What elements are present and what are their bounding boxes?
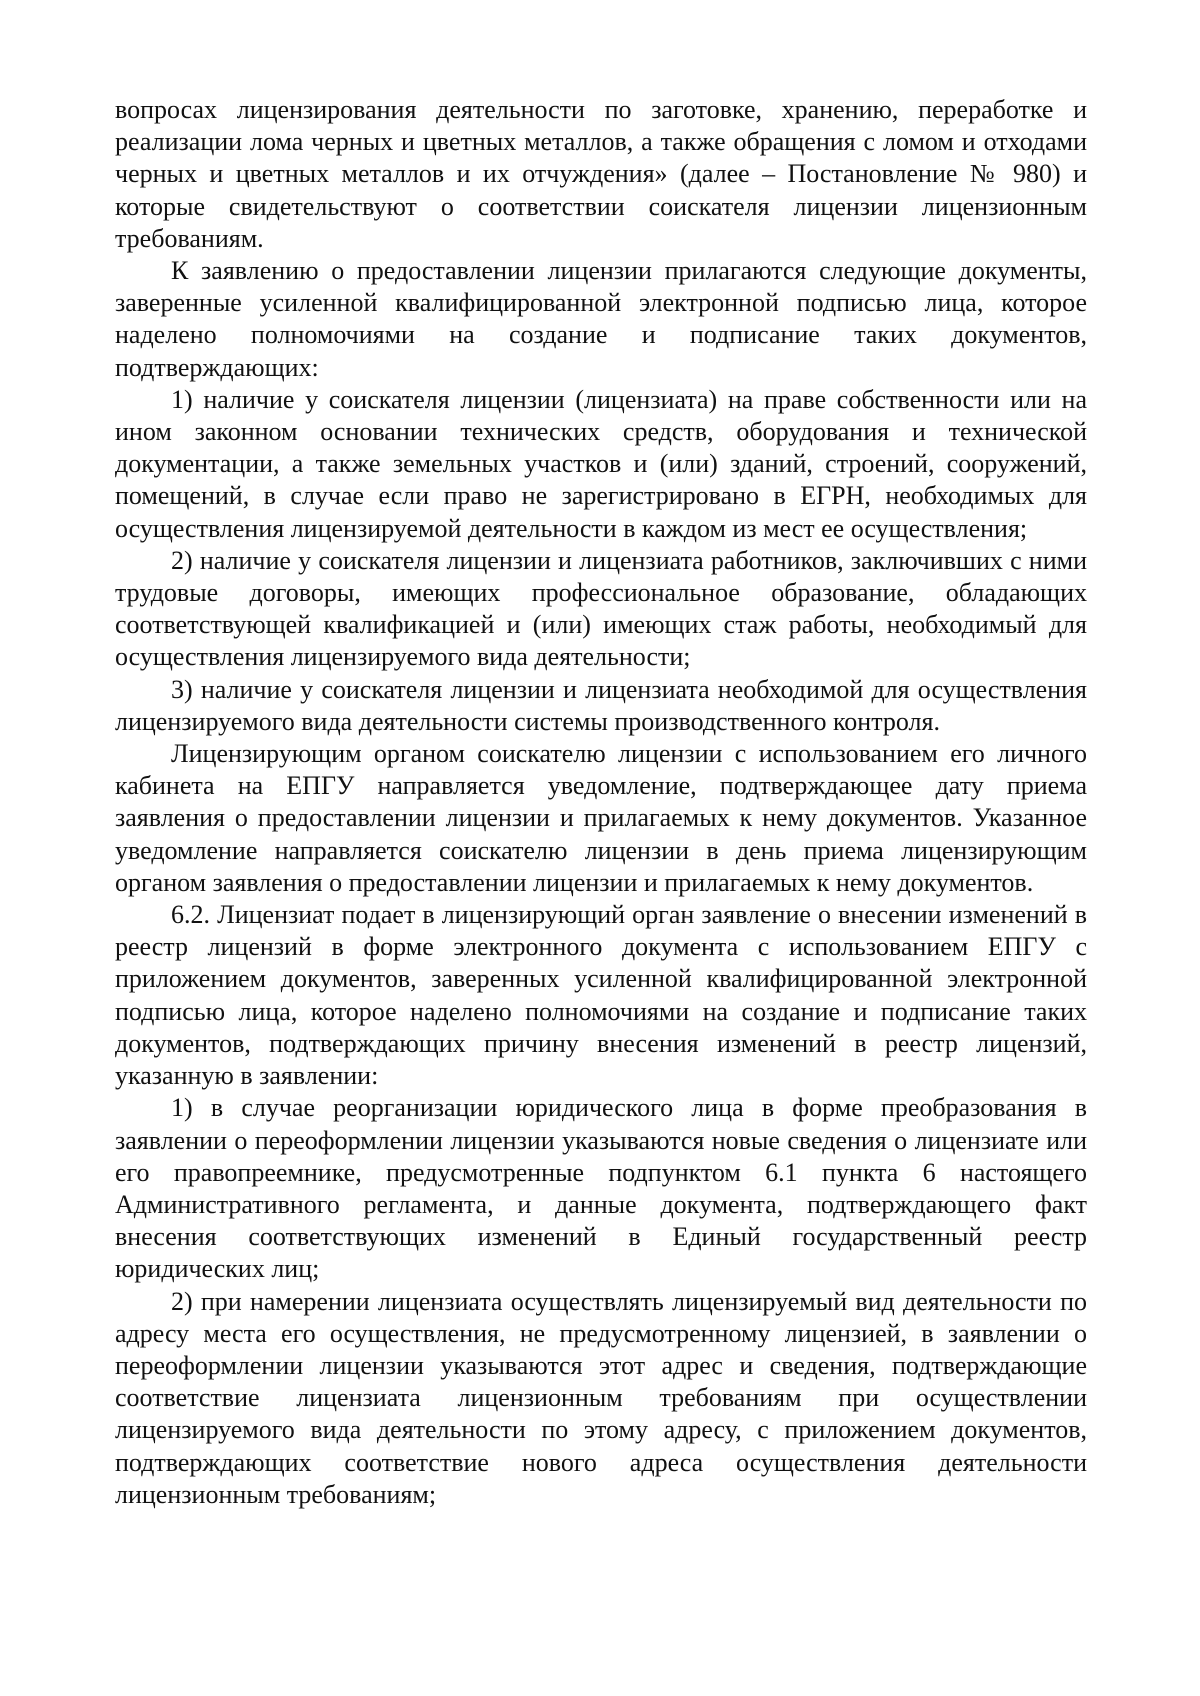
list-item-6-2-1: 1) в случае реорганизации юридического лица в форме преобразования в заявлении о переоформлении лицензии указываются новые сведения о лицензиате или его правопреемнике, предусмотренные подпунктом 6.1 пункта 6 настоящего Административного регламента, и данные документа, подтверждающего факт внесения соответствующих изменений в Единый государственный реестр юридических лиц; [115, 1093, 1087, 1284]
paragraph-documents-intro: К заявлению о предоставлении лицензии прилагаются следующие документы, заверенные усиленной квалифицированной электронной подписью лица, которое наделено полномочиями на создание и подписание таких документов, подтверждающих: [115, 256, 1087, 382]
document-page [115, 94, 1087, 1511]
paragraph-notification: Лицензирующим органом соискателю лицензии с использованием его личного кабинета на ЕПГУ направляется уведомление, подтверждающее дату приема заявления о предоставлении лицензии и прилагаемых к нему документов. Указанное уведомление направляется соискателю лицензии в день приема лицензирующим органом заявления о предоставлении лицензии и прилагаемых к нему документов. [115, 739, 1087, 897]
paragraph-6-2: 6.2. Лицензиат подает в лицензирующий орган заявление о внесении изменений в реестр лицензий в форме электронного документа с использованием ЕПГУ с приложением документов, заверенных усиленной квалифицированной электронной подписью лица, которое наделено полномочиями на создание и подписание таких документов, подтверждающих причину внесения изменений в реестр лицензий, указанную в заявлении: [115, 900, 1087, 1091]
list-item-2: 2) наличие у соискателя лицензии и лицензиата работников, заключивших с ними трудовые договоры, имеющих профессиональное образование, обладающих соответствующей квалификацией и (или) имеющих стаж работы, необходимый для осуществления лицензируемого вида деятельности; [115, 545, 1087, 672]
list-item-1: 1) наличие у соискателя лицензии (лицензиата) на праве собственности или на ином законном основании технических средств, оборудования и технической документации, а также земельных участков и (или) зданий, строений, сооружений, помещений, в случае если право не зарегистрировано в ЕГРН, необходимых для осуществления лицензируемой деятельности в каждом из мест ее осуществления; [115, 384, 1087, 543]
list-item-3: 3) наличие у соискателя лицензии и лицензиата необходимой для осуществления лицензируемого вида деятельности системы производственного контроля. [115, 674, 1087, 736]
list-item-6-2-2: 2) при намерении лицензиата осуществлять лицензируемый вид деятельности по адресу места его осуществления, не предусмотренному лицензией, в заявлении о переоформлении лицензии указываются этот адрес и сведения, подтверждающие соответствие лицензиата лицензионным требованиям при осуществлении лицензируемого вида деятельности по этому адресу, с приложением документов, подтверждающих соответствие нового адреса осуществления деятельности лицензионным требованиям; [115, 1286, 1087, 1509]
paragraph-continuation: вопросах лицензирования деятельности по заготовке, хранению, переработке и реализации лома черных и цветных металлов, а также обращения с ломом и отходами черных и цветных металлов и их отчуждения» (далее – Постановление № 980) и которые свидетельствуют о соответствии соискателя лицензии лицензионным требованиям. [115, 95, 1087, 253]
